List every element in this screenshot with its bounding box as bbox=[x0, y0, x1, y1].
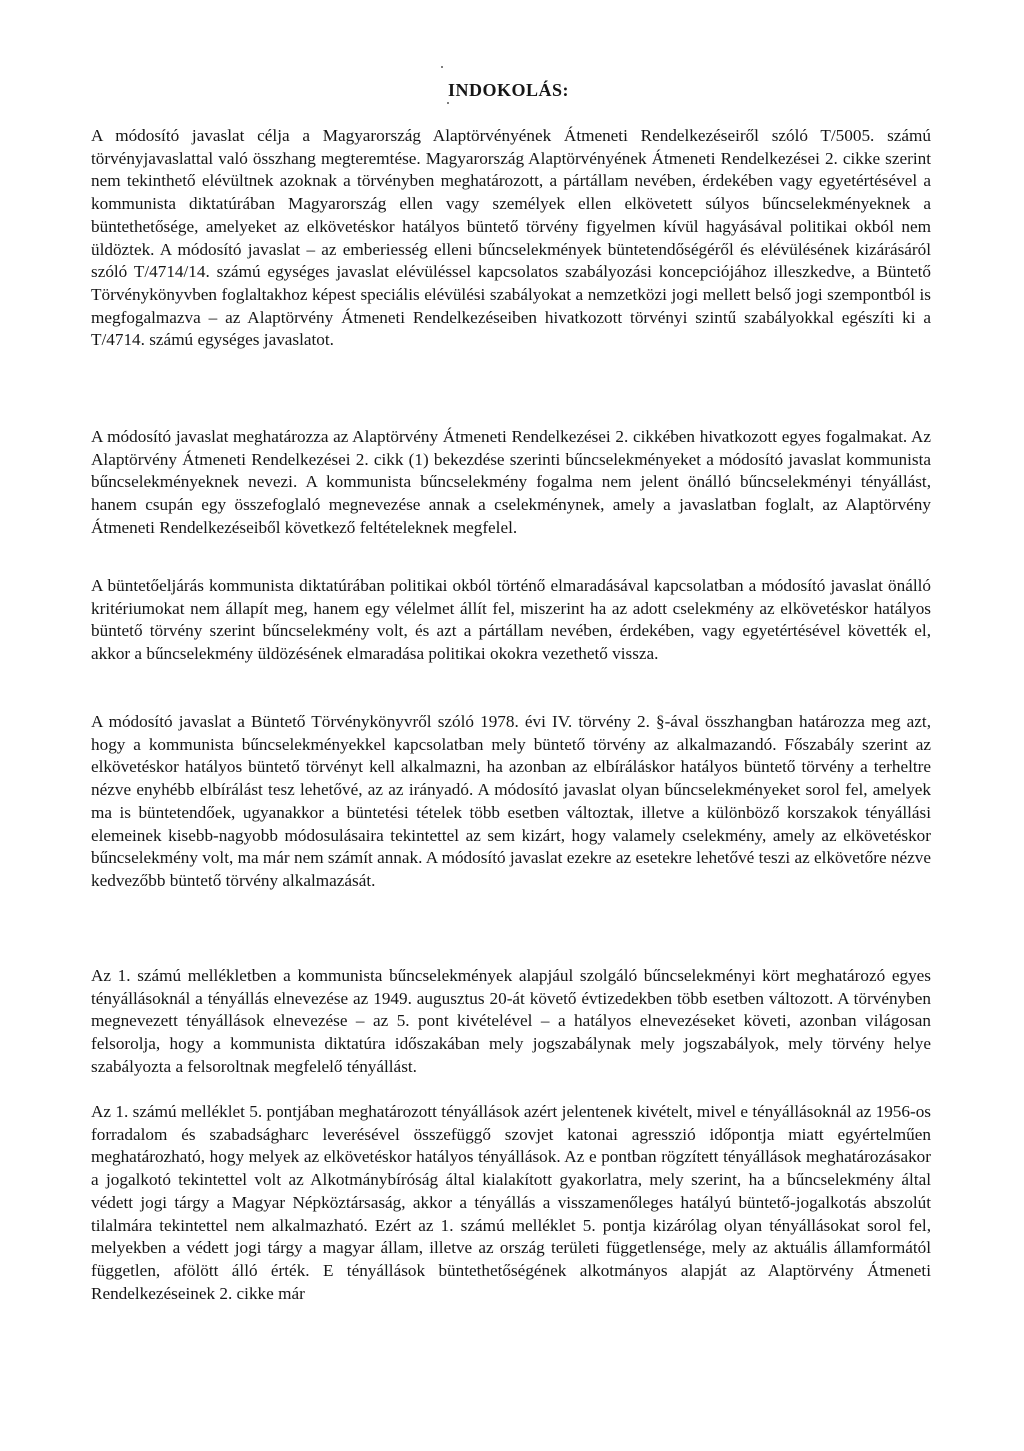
paragraph: A módosító javaslat célja a Magyarország Alaptörvényének Átmeneti Rendelkezéseiről szóló T/5005. számú törvényjavaslattal való összhang megteremtése. Magyarország Alaptörvényének Átmeneti Rendelkezései 2. cikke szerint nem tekinthető elévültnek azoknak a törvényben meghatározott, a pártállam nevében, érdekében vagy egyetértésével a kommunista diktatúrában Magyarország ellen vagy személyek ellen elkövetett súlyos bűncselekményeknek a büntethetősége, amelyeket az elkövetéskor hatályos büntető törvény figyelmen kívül hagyásával politikai okból nem üldöztek. A módosító javaslat – az emberiesség elleni bűncselekmények büntetendőségéről és elévülésének kizárásáról szóló T/4714/14. számú egységes javaslat elévüléssel kapcsolatos szabályozási koncepciójához illeszkedve, a Büntető Törvénykönyvben foglaltakhoz képest speciális elévülési szabályokat a nemzetközi jogi mellett belső jogi szempontból is megfogalmazva – az Alaptörvény Átmeneti Rendelkezéseiben hivatkozott törvényi szintű szabályokkal egészíti ki a T/4714. számú egységes javaslatot. bbox=[91, 126, 931, 350]
scan-speck bbox=[441, 66, 443, 68]
paragraph: A módosító javaslat meghatározza az Alaptörvény Átmeneti Rendelkezései 2. cikkében hivatkozott egyes fogalmakat. Az Alaptörvény Átmeneti Rendelkezései 2. cikk (1) bekezdése szerinti bűncselekményeket a módosító javaslat kommunista bűncselekményeknek nevezi. A kommunista bűncselekmény fogalma nem jelent önálló bűncselekményi tényállást, hanem csupán egy összefoglaló megnevezése annak a cselekménynek, amely a javaslatban foglalt, az Alaptörvény Átmeneti Rendelkezéseiből következő feltételeknek megfelel. bbox=[91, 427, 931, 537]
paragraph: Az 1. számú mellékletben a kommunista bűncselekmények alapjául szolgáló bűncselekményi kört meghatározó egyes tényállásoknál a tényállás elnevezése az 1949. augusztus 20-át követő évtizedekben több esetben változott. A törvényben megnevezett tényállások elnevezése – az 5. pont kivételével – a hatályos elnevezéseket követi, azonban világosan felsorolja, hogy a kommunista diktatúra időszakában mely jogszabálynak mely jogszabályok, mely törvény helye szabályozta a felsoroltnak megfelelő tényállást. bbox=[91, 966, 931, 1076]
paragraph: A módosító javaslat a Büntető Törvénykönyvről szóló 1978. évi IV. törvény 2. §-ával összhangban határozza meg azt, hogy a kommunista bűncselekményekkel kapcsolatban mely büntető törvény az alkalmazandó. Főszabály szerint az elkövetéskor hatályos büntető törvényt kell alkalmazni, ha azonban az elbíráláskor hatályos büntető törvény a terheltre nézve enyhébb elbírálást tesz lehetővé, az az irányadó. A módosító javaslat olyan bűncselekményeket sorol fel, amelyek ma is büntetendőek, ugyanakkor a büntetési tételek több esetben változtak, illetve a különböző korszakok tényállási elemeinek kisebb-nagyobb módosulásaira tekintettel az sem kizárt, hogy valamely cselekmény, amely az elkövetéskor bűncselekmény volt, ma már nem számít annak. A módosító javaslat ezekre az esetekre lehetővé teszi az elkövetőre nézve kedvezőbb büntető törvény alkalmazását. bbox=[91, 712, 931, 890]
scan-speck bbox=[447, 102, 449, 104]
document-title: INDOKOLÁS: bbox=[448, 80, 570, 100]
paragraph: A büntetőeljárás kommunista diktatúrában politikai okból történő elmaradásával kapcsolatban a módosító javaslat önálló kritériumokat nem állapít meg, hanem egy vélelmet állít fel, miszerint ha az adott cselekmény az elkövetéskor hatályos büntető törvény szerint bűncselekmény volt, és azt a pártállam nevében, érdekében, vagy egyetértésével követték el, akkor a bűncselekmény üldözésének elmaradása politikai okokra vezethető vissza. bbox=[91, 576, 931, 664]
paragraph: Az 1. számú melléklet 5. pontjában meghatározott tényállások azért jelentenek kivételt, mivel e tényállásoknál az 1956-os forradalom és szabadságharc leverésével összefüggő szovjet katonai agresszió időpontja miatt egyértelműen meghatározható, hogy melyek az elkövetéskor hatályos tényállások. Az e pontban rögzített tényállások meghatározásakor a jogalkotó tekintettel volt az Alkotmánybíróság által kialakított gyakorlatra, mely szerint, ha a bűncselekmény által védett jogi tárgy a Magyar Népköztársaság, akkor a tényállás a visszamenőleges hatályú büntető-jogalkotás abszolút tilalmára tekintettel nem alkalmazható. Ezért az 1. számú melléklet 5. pontja kizárólag olyan tényállásokat sorol fel, melyekben a védett jogi tárgy a magyar állam, illetve az ország területi függetlensége, mely az aktuális államformától független, afölött álló érték. E tényállások büntethetőségének alkotmányos alapját az Alaptörvény Átmeneti Rendelkezéseinek 2. cikke már bbox=[91, 1102, 931, 1303]
